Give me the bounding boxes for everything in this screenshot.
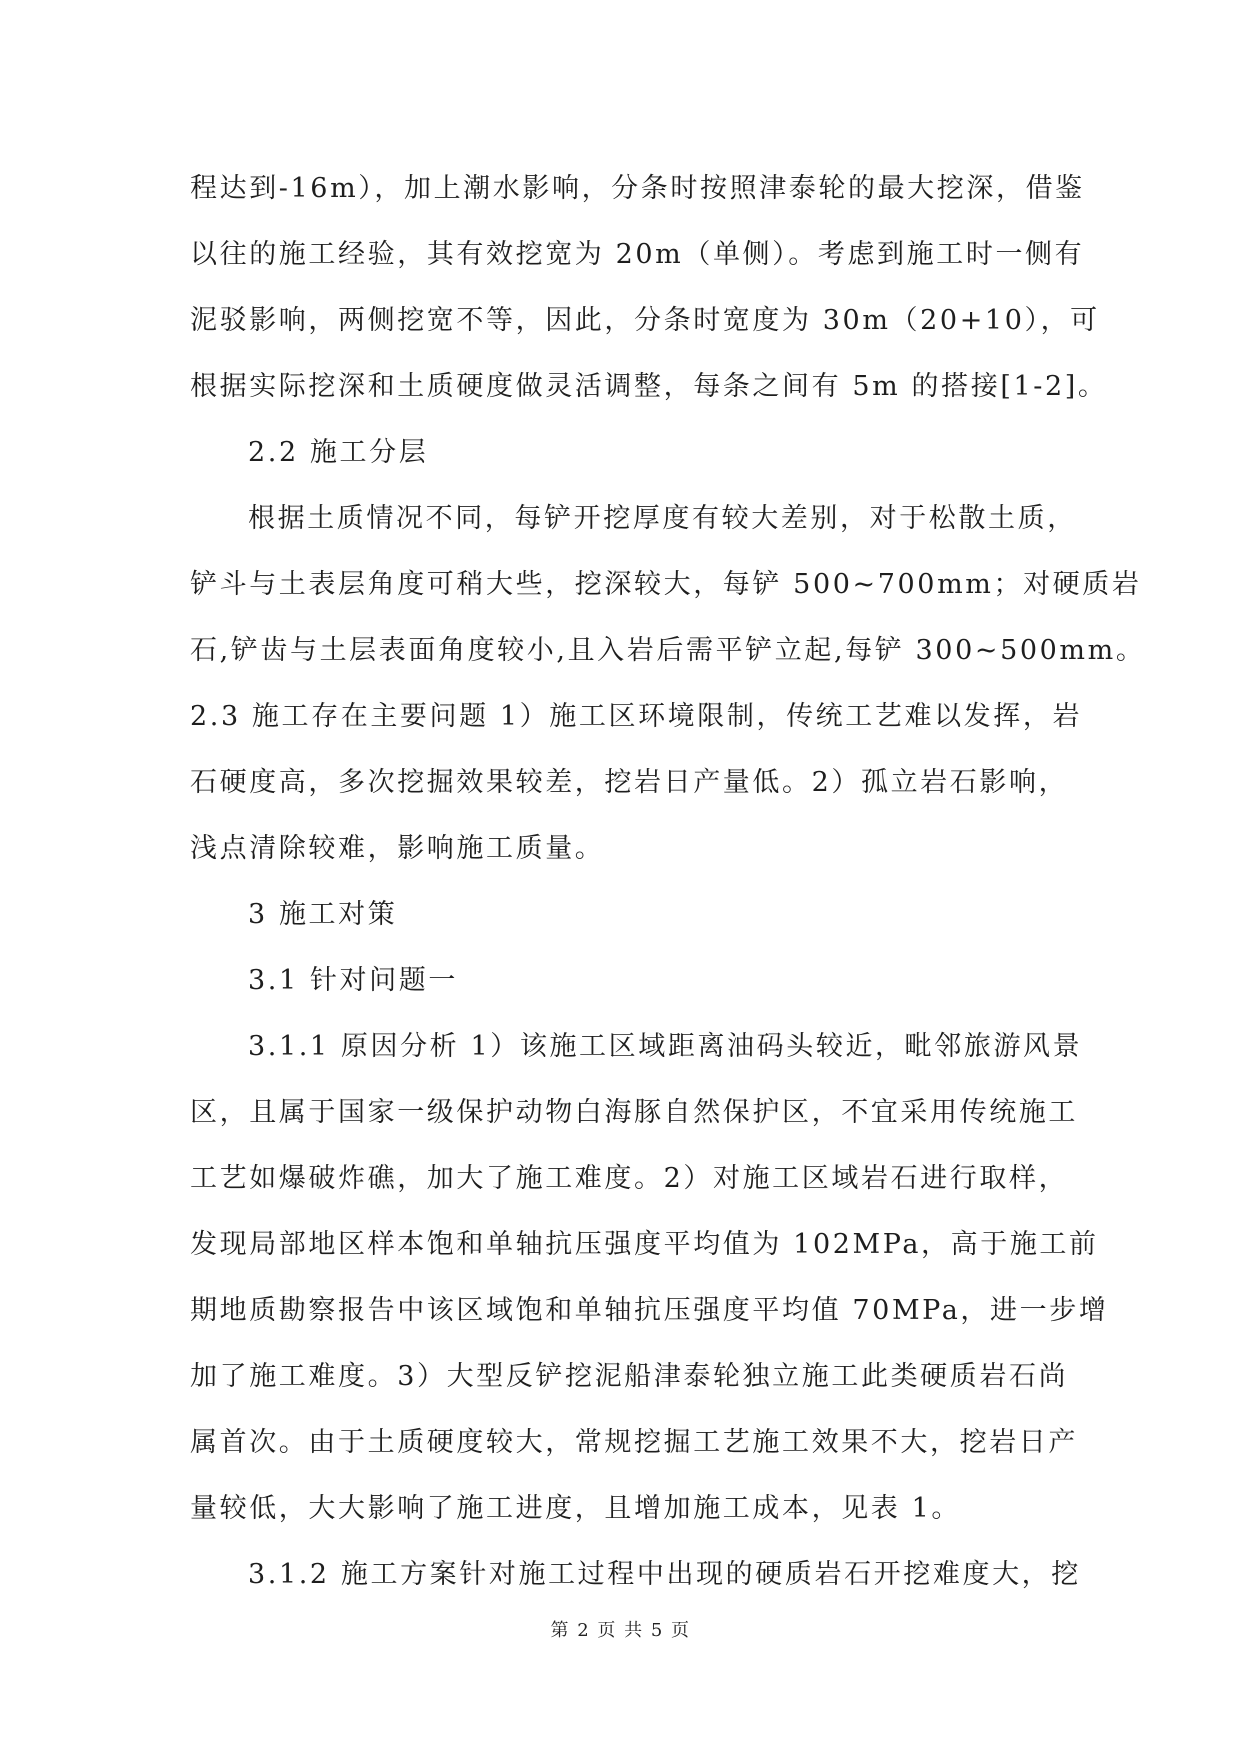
section-heading-3: 3 施工对策 bbox=[248, 899, 398, 930]
text-line: 以往的施工经验，其有效挖宽为 20m（单侧）。考虑到施工时一侧有 bbox=[190, 239, 1085, 270]
text-line: 发现局部地区样本饱和单轴抗压强度平均值为 102MPa，高于施工前 bbox=[190, 1229, 1099, 1260]
section-heading-2-2: 2.2 施工分层 bbox=[248, 437, 429, 468]
text-line: 区，且属于国家一级保护动物白海豚自然保护区，不宜采用传统施工 bbox=[190, 1097, 1078, 1128]
document-body bbox=[190, 156, 1146, 1608]
text-line: 根据土质情况不同，每铲开挖厚度有较大差别，对于松散土质， bbox=[248, 503, 1077, 534]
text-line: 根据实际挖深和土质硬度做灵活调整，每条之间有 5m 的搭接[1-2]。 bbox=[190, 371, 1108, 402]
text-line: 铲斗与土表层角度可稍大些，挖深较大，每铲 500~700mm；对硬质岩 bbox=[190, 569, 1142, 600]
text-line: 属首次。由于土质硬度较大，常规挖掘工艺施工效果不大，挖岩日产 bbox=[190, 1427, 1078, 1458]
text-line: 量较低，大大影响了施工进度，且增加施工成本，见表 1。 bbox=[190, 1493, 961, 1524]
page-number-footer: 第 2 页 共 5 页 bbox=[550, 1620, 691, 1641]
section-heading-3-1: 3.1 针对问题一 bbox=[248, 965, 458, 996]
text-line: 加了施工难度。3）大型反铲挖泥船津泰轮独立施工此类硬质岩石尚 bbox=[190, 1361, 1069, 1392]
text-line: 石硬度高，多次挖掘效果较差，挖岩日产量低。2）孤立岩石影响， bbox=[190, 767, 1069, 798]
text-line: 泥驳影响，两侧挖宽不等，因此，分条时宽度为 30m（20+10），可 bbox=[190, 305, 1100, 336]
text-line: 石,铲齿与土层表面角度较小,且入岩后需平铲立起,每铲 300~500mm。 bbox=[190, 635, 1146, 666]
text-line: 程达到-16m），加上潮水影响，分条时按照津泰轮的最大挖深，借鉴 bbox=[190, 173, 1085, 204]
text-line: 2.3 施工存在主要问题 1）施工区环境限制，传统工艺难以发挥，岩 bbox=[190, 701, 1083, 732]
text-line: 3.1.2 施工方案针对施工过程中出现的硬质岩石开挖难度大，挖 bbox=[248, 1559, 1081, 1590]
text-line: 工艺如爆破炸礁，加大了施工难度。2）对施工区域岩石进行取样， bbox=[190, 1163, 1069, 1194]
text-line: 浅点清除较难，影响施工质量。 bbox=[190, 833, 605, 864]
text-line: 期地质勘察报告中该区域饱和单轴抗压强度平均值 70MPa，进一步增 bbox=[190, 1295, 1109, 1326]
text-line: 3.1.1 原因分析 1）该施工区域距离油码头较近，毗邻旅游风景 bbox=[248, 1031, 1083, 1062]
